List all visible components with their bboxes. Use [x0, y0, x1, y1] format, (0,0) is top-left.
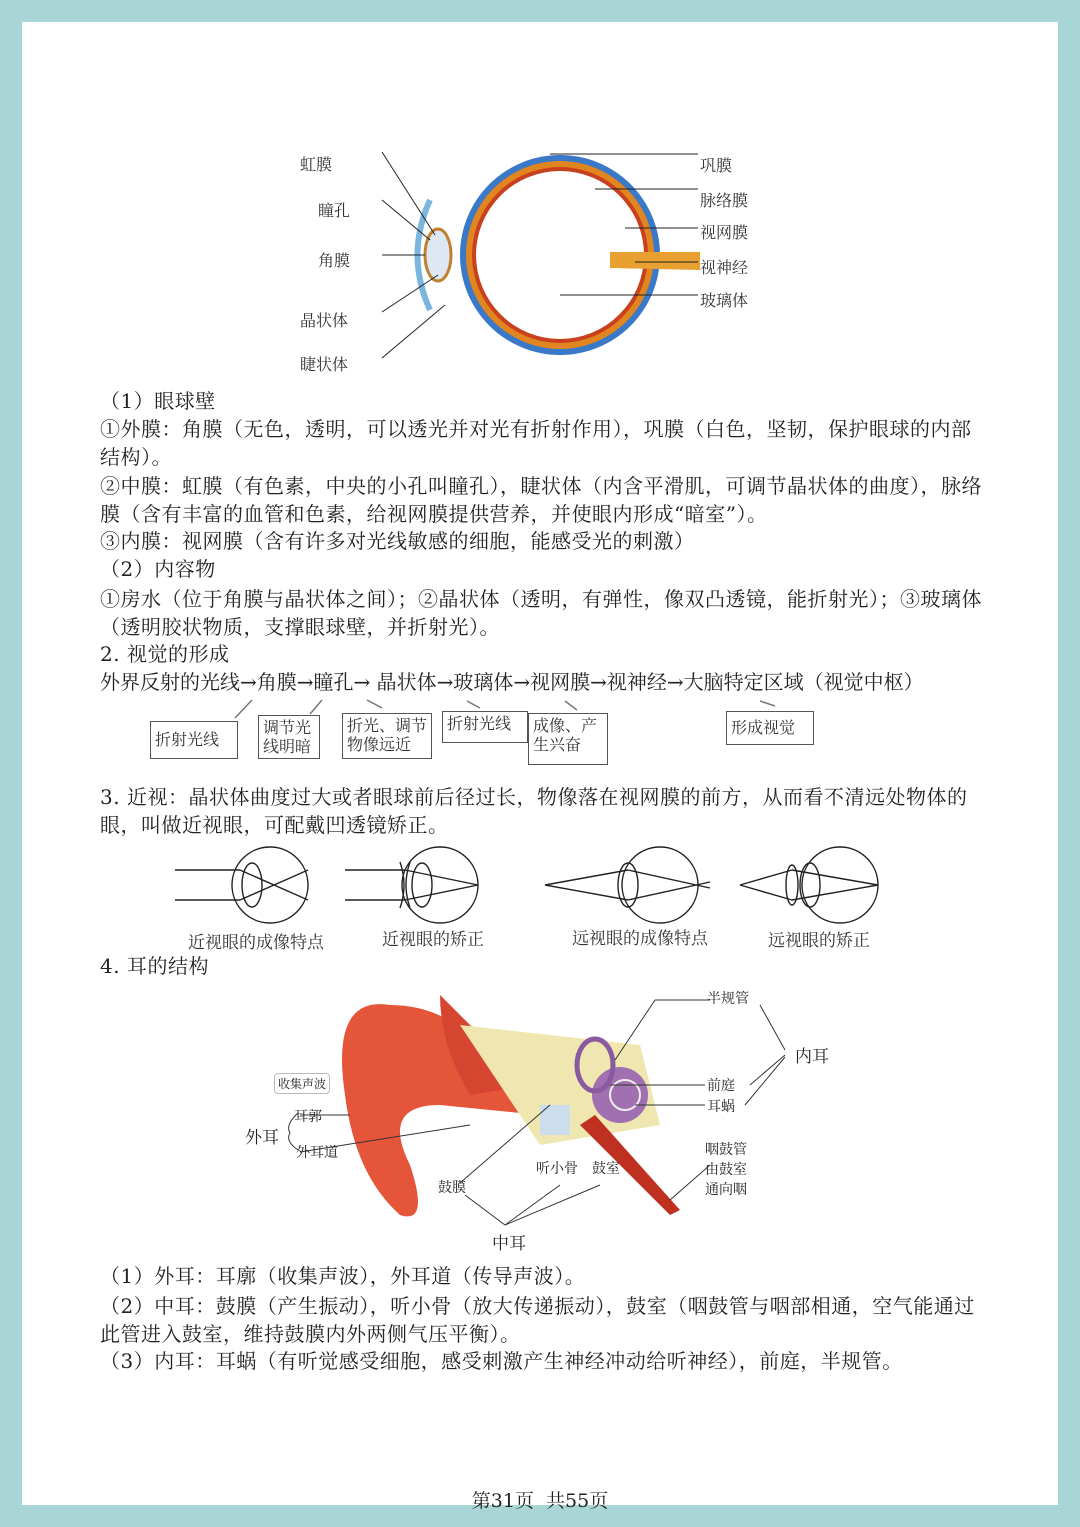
- para-inner-layer: ③内膜：视网膜（含有许多对光线敏感的细胞，能感受光的刺激）: [100, 529, 695, 553]
- section-contents: （2）内容物: [100, 557, 216, 581]
- eye-diagram: [370, 140, 710, 370]
- ear-label-cavity: 鼓室: [592, 1161, 620, 1177]
- label-optic-nerve: 视神经: [700, 258, 749, 277]
- ear-label-middle: 中耳: [492, 1234, 526, 1254]
- label-vitreous: 玻璃体: [700, 291, 749, 310]
- label-iris: 虹膜: [300, 155, 333, 174]
- para-contents: ①房水（位于角膜与晶状体之间）；②晶状体（透明，有弹性，像双凸透镜，能折射光）；③玻璃体（透明胶状物质，支撑眼球壁，并折射光）。: [100, 587, 982, 639]
- section-eyeball-wall: （1）眼球壁: [100, 389, 216, 413]
- flow-box-refract-1: 折射光线: [150, 721, 238, 759]
- heading-ear: 4. 耳的结构: [100, 954, 209, 978]
- flow-box-refract-2: 折射光线: [442, 711, 528, 743]
- para-middle-ear: （2）中耳：鼓膜（产生振动），听小骨（放大传递振动），鼓室（咽鼓管与咽部相通，空气能通过此管进入鼓室，维持鼓膜内外两侧气压平衡）。: [100, 1294, 975, 1346]
- flow-box-focus: 折光、调节物像远近: [342, 713, 432, 759]
- ear-bubble-collect: 收集声波: [274, 1073, 330, 1094]
- label-lens: 晶状体: [300, 311, 349, 330]
- flow-box-vision: 形成视觉: [726, 711, 814, 745]
- para-myopia: 3. 近视：晶状体曲度过大或者眼球前后径过长，物像落在视网膜的前方，从而看不清远处物体的眼，叫做近视眼，可配戴凹透镜矫正。: [100, 785, 968, 837]
- ear-diagram: [240, 985, 840, 1255]
- page-number: 第31页 共55页: [471, 1490, 609, 1512]
- label-retina: 视网膜: [700, 223, 749, 242]
- ear-label-cochlea: 耳蜗: [707, 1099, 735, 1115]
- label-cornea: 角膜: [318, 251, 351, 270]
- para-outer-ear: （1）外耳：耳廓（收集声波），外耳道（传导声波）。: [100, 1264, 586, 1288]
- ear-label-canal: 外耳道: [296, 1145, 338, 1161]
- label-sclera: 巩膜: [700, 156, 733, 175]
- label-pupil: 瞳孔: [318, 201, 351, 220]
- ear-label-semicircular: 半规管: [707, 991, 749, 1007]
- ear-label-tube-3: 通向咽: [705, 1182, 747, 1198]
- caption-myopia-correction: 近视眼的矫正: [382, 930, 484, 950]
- ear-label-eardrum: 鼓膜: [438, 1180, 466, 1196]
- para-outer-layer: ①外膜：角膜（无色，透明，可以透光并对光有折射作用），巩膜（白色，坚韧，保护眼球的内部结构）。: [100, 417, 972, 469]
- ear-label-outer: 外耳: [245, 1128, 279, 1148]
- label-choroid: 脉络膜: [700, 191, 749, 210]
- ear-label-tube-2: 由鼓室: [705, 1162, 747, 1178]
- lens-diagrams: [170, 840, 890, 930]
- ear-label-tube-1: 咽鼓管: [705, 1142, 747, 1158]
- vision-flow: 外界反射的光线→角膜→瞳孔→ 晶状体→玻璃体→视网膜→视神经→大脑特定区域（视觉中枢）: [100, 670, 924, 694]
- label-ciliary: 睫状体: [300, 355, 349, 374]
- heading-vision: 2. 视觉的形成: [100, 642, 230, 666]
- caption-myopia-image: 近视眼的成像特点: [188, 933, 324, 953]
- flow-box-image: 成像、产生兴奋: [528, 713, 608, 765]
- caption-hyperopia-image: 远视眼的成像特点: [572, 929, 708, 949]
- caption-hyperopia-correction: 远视眼的矫正: [768, 931, 870, 951]
- ear-label-pinna: 耳郭: [294, 1109, 322, 1125]
- flow-box-adjust-light: 调节光线明暗: [258, 715, 320, 759]
- ear-label-vestibule: 前庭: [707, 1078, 735, 1094]
- ear-label-inner: 内耳: [795, 1047, 829, 1067]
- para-middle-layer: ②中膜：虹膜（有色素，中央的小孔叫瞳孔），睫状体（内含平滑肌，可调节晶状体的曲度），脉络膜（含有丰富的血管和色素，给视网膜提供营养，并使眼内形成“暗室”）。: [100, 474, 982, 526]
- para-inner-ear: （3）内耳：耳蜗（有听觉感受细胞，感受刺激产生神经冲动给听神经），前庭，半规管。: [100, 1349, 903, 1373]
- ear-label-ossicles: 听小骨: [536, 1161, 578, 1177]
